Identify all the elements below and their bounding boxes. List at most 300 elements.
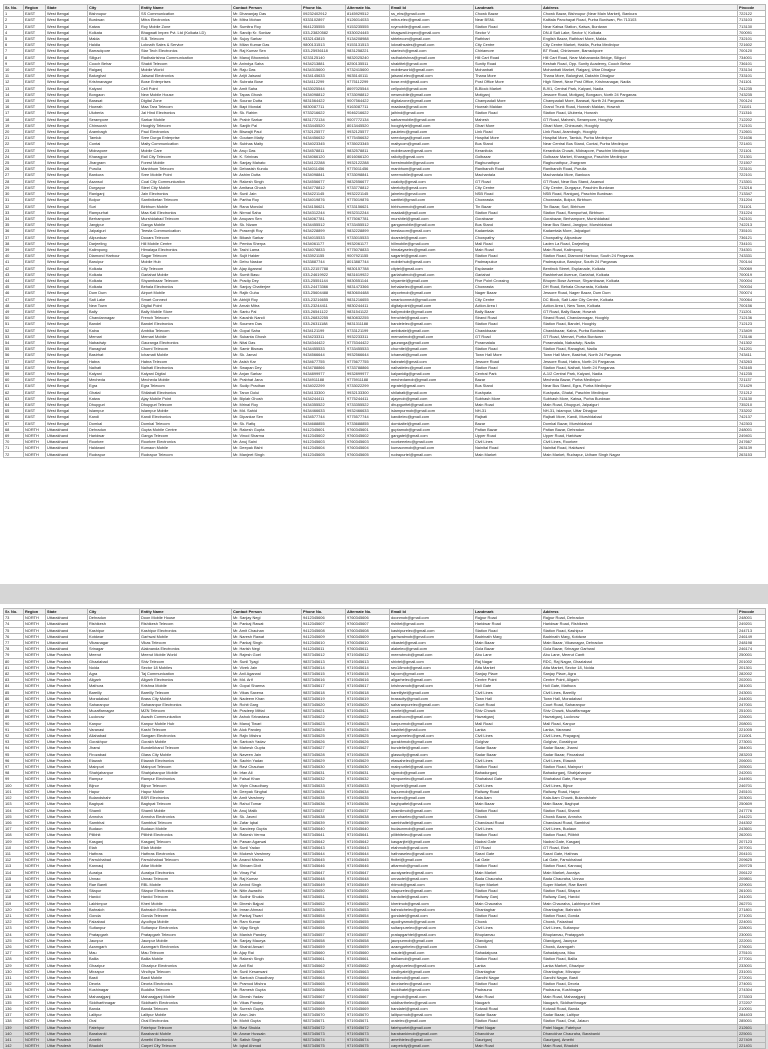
cell-email-id: murshitel@gmail.com bbox=[390, 215, 474, 221]
cell-pincode: 700069 bbox=[738, 265, 766, 271]
cell-city: Banda bbox=[88, 1006, 140, 1012]
cell-city: Kolkata bbox=[88, 277, 140, 283]
cell-entity-name: Jaunpur Mobile bbox=[140, 937, 232, 943]
cell-region: NORTH bbox=[24, 1012, 46, 1018]
cell-landmark: Badrinath Marg bbox=[474, 633, 542, 639]
cell-landmark: City Centre bbox=[474, 296, 542, 302]
cell-alternate-no: 9126014033 bbox=[346, 17, 390, 23]
cell-region: EAST bbox=[24, 370, 46, 376]
cell-region: NORTH bbox=[24, 832, 46, 838]
cell-email-id: bandelelec@gmail.com bbox=[390, 321, 474, 327]
cell-contact-person: Mr. Mukesh Varshney bbox=[232, 850, 302, 856]
cell-address: English Bazar, Rathbari More, Malda bbox=[542, 36, 738, 42]
cell-sr-no: 30 bbox=[4, 191, 24, 197]
cell-address: Haridwar Road, Rishikesh bbox=[542, 621, 738, 627]
cell-city: Krishnanagar bbox=[88, 79, 140, 85]
cell-alternate-no: 9007921155 bbox=[346, 253, 390, 259]
cell-pincode: 211001 bbox=[738, 733, 766, 739]
cell-address: Station Road, Pilibhit bbox=[542, 832, 738, 838]
cell-entity-name: Kalyani Digital bbox=[140, 370, 232, 376]
cell-landmark: Town Hall More bbox=[474, 352, 542, 358]
cell-city: Kotdwar bbox=[88, 633, 140, 639]
cell-entity-name: Manbhum Telecom bbox=[140, 166, 232, 172]
cell-contact-person: Mr. Raj Kumar Sen bbox=[232, 48, 302, 54]
cell-landmark: Atta Market bbox=[474, 664, 542, 670]
cell-phone-no: 033-25936118 bbox=[302, 48, 346, 54]
cell-address: Hospital More, Tamluk, Purba Medinipur bbox=[542, 135, 738, 141]
cell-phone-no: 9837345657 bbox=[302, 931, 346, 937]
cell-landmark: Esplanade bbox=[474, 265, 542, 271]
cell-email-id: vikastel@gmail.com bbox=[390, 640, 474, 646]
cell-phone-no: 9434899977 bbox=[302, 370, 346, 376]
cell-contact-person: Mr. Irfan Ali bbox=[232, 770, 302, 776]
cell-region: NORTH bbox=[24, 726, 46, 732]
cell-email-id: doonmob@gmail.com bbox=[390, 615, 474, 621]
cell-contact-person: Mr. Santu Pal bbox=[232, 308, 302, 314]
cell-city: Jhansi bbox=[88, 745, 140, 751]
cell-state: Uttar Pradesh bbox=[46, 999, 88, 1005]
cell-sr-no: 52 bbox=[4, 327, 24, 333]
cell-landmark: Gauriganj bbox=[474, 1037, 542, 1043]
cell-state: Uttar Pradesh bbox=[46, 714, 88, 720]
cell-entity-name: Paul Electronics bbox=[140, 129, 232, 135]
cell-pincode: 734101 bbox=[738, 240, 766, 246]
cell-sr-no: 110 bbox=[4, 844, 24, 850]
cell-state: Uttar Pradesh bbox=[46, 974, 88, 980]
cell-city: Mirzapur bbox=[88, 968, 140, 974]
cell-region: NORTH bbox=[24, 795, 46, 801]
cell-alternate-no: 9719345645 bbox=[346, 857, 390, 863]
cell-city: Kharagpur bbox=[88, 153, 140, 159]
cell-landmark: Civil Lines bbox=[474, 439, 542, 445]
cell-phone-no: 9837345638 bbox=[302, 813, 346, 819]
cell-address: Station Road, Bandel, Hooghly bbox=[542, 321, 738, 327]
cell-entity-name: Saharanpur Electronics bbox=[140, 702, 232, 708]
cell-state: West Bengal bbox=[46, 203, 88, 209]
cell-state: Uttarakhand bbox=[46, 433, 88, 439]
cell-state: West Bengal bbox=[46, 79, 88, 85]
cell-pincode: 285001 bbox=[738, 1018, 766, 1024]
cell-city: Hardoi bbox=[88, 894, 140, 900]
cell-region: EAST bbox=[24, 17, 46, 23]
cell-state: Uttar Pradesh bbox=[46, 1006, 88, 1012]
cell-contact-person: Mr. Dinesh Yadav bbox=[232, 993, 302, 999]
cell-state: Uttar Pradesh bbox=[46, 826, 88, 832]
cell-address: Gandhi Nagar, Basti bbox=[542, 974, 738, 980]
cell-region: NORTH bbox=[24, 733, 46, 739]
cell-entity-name: Kasganj Telecom bbox=[140, 838, 232, 844]
cell-sr-no: 22 bbox=[4, 141, 24, 147]
cell-address: Atta Market, Sector 18, Noida bbox=[542, 664, 738, 670]
cell-sr-no: 121 bbox=[4, 912, 24, 918]
cell-state: Uttar Pradesh bbox=[46, 1012, 88, 1018]
cell-pincode: 733101 bbox=[738, 73, 766, 79]
cell-landmark: Station Road bbox=[474, 23, 542, 29]
cell-address: Centre Point, Aligarh bbox=[542, 677, 738, 683]
cell-sr-no: 55 bbox=[4, 346, 24, 352]
cell-pincode: 722101 bbox=[738, 172, 766, 178]
cell-city: Domkal bbox=[88, 420, 140, 426]
cell-state: Uttar Pradesh bbox=[46, 937, 88, 943]
cell-address: Keranitola Chowk, Midnapore, Paschim Medinipur bbox=[542, 147, 738, 153]
cell-landmark: Howrah Maidan bbox=[474, 104, 542, 110]
cell-entity-name: Digital Point bbox=[140, 302, 232, 308]
cell-email-id: bareillytel@gmail.com bbox=[390, 689, 474, 695]
cell-pincode: 203001 bbox=[738, 795, 766, 801]
cell-address: Main Market, Rudrapur, Udham Singh Nagar bbox=[542, 451, 738, 457]
cell-alternate-no: 9163087711 bbox=[346, 104, 390, 110]
cell-address: Station Road, Naihati, North 24 Parganas bbox=[542, 364, 738, 370]
cell-pincode: 713130 bbox=[738, 23, 766, 29]
cell-city: Kalimpong bbox=[88, 246, 140, 252]
cell-landmark: Kadamtala bbox=[474, 228, 542, 234]
cell-region: NORTH bbox=[24, 739, 46, 745]
cell-city: Bijnor bbox=[88, 782, 140, 788]
cell-contact-person: Mr. Sunil Kesarwani bbox=[232, 968, 302, 974]
cell-phone-no: 9837345670 bbox=[302, 1012, 346, 1018]
cell-state: West Bengal bbox=[46, 184, 88, 190]
cell-address: Main Road, Dhupguri, Jalpaiguri bbox=[542, 402, 738, 408]
cell-region: NORTH bbox=[24, 1043, 46, 1049]
cell-city: Unnao bbox=[88, 875, 140, 881]
cell-contact-person: Mr. Rakesh Gupta bbox=[232, 426, 302, 432]
cell-landmark: Civil Lines bbox=[474, 757, 542, 763]
cell-sr-no: 47 bbox=[4, 296, 24, 302]
cell-landmark: Strand Road bbox=[474, 315, 542, 321]
cell-pincode: 700004 bbox=[738, 277, 766, 283]
cell-sr-no: 41 bbox=[4, 259, 24, 265]
cell-region: EAST bbox=[24, 228, 46, 234]
cell-region: EAST bbox=[24, 135, 46, 141]
cell-landmark: Station Road bbox=[474, 209, 542, 215]
cell-phone-no: 9837345628 bbox=[302, 751, 346, 757]
cell-landmark: Central Park bbox=[474, 370, 542, 376]
cell-state: West Bengal bbox=[46, 277, 88, 283]
cell-entity-name: Shilabati Electronics bbox=[140, 389, 232, 395]
cell-sr-no: 130 bbox=[4, 968, 24, 974]
cell-landmark: Main Market bbox=[474, 869, 542, 875]
cell-alternate-no: 9775112299 bbox=[346, 79, 390, 85]
cell-address: Civil Lines, Bijnor bbox=[542, 782, 738, 788]
cell-state: Uttar Pradesh bbox=[46, 894, 88, 900]
cell-entity-name: Shiv Telecom bbox=[140, 658, 232, 664]
cell-address: Ghari More, Chinsurah, Hooghly bbox=[542, 122, 738, 128]
cell-contact-person: Mr. Sunil Tyagi bbox=[232, 658, 302, 664]
cell-state: West Bengal bbox=[46, 73, 88, 79]
cell-contact-person: Mr. Faisal Khan bbox=[232, 776, 302, 782]
cell-entity-name: Sree Durga Enterprise bbox=[140, 135, 232, 141]
cell-entity-name: Krishna Mobile bbox=[140, 683, 232, 689]
cell-pincode: 700144 bbox=[738, 259, 766, 265]
cell-sr-no: 68 bbox=[4, 426, 24, 432]
column-header-phone-no: Phone No. bbox=[302, 5, 346, 11]
cell-entity-name: City Telecom bbox=[140, 265, 232, 271]
cell-email-id: roorkeeelec@gmail.com bbox=[390, 439, 474, 445]
cell-entity-name: Meerut Mobile World bbox=[140, 652, 232, 658]
cell-pincode: 271801 bbox=[738, 906, 766, 912]
cell-city: Basirhat bbox=[88, 352, 140, 358]
cell-entity-name: Behala Electronics bbox=[140, 284, 232, 290]
cell-region: NORTH bbox=[24, 807, 46, 813]
cell-state: West Bengal bbox=[46, 271, 88, 277]
cell-city: Chandannagar bbox=[88, 315, 140, 321]
cell-city: Midnapore bbox=[88, 147, 140, 153]
cell-alternate-no: 9760345610 bbox=[346, 640, 390, 646]
cell-email-id: guptamob@gmail.com bbox=[390, 426, 474, 432]
cell-entity-name: Bandel Electronics bbox=[140, 321, 232, 327]
cell-state: Uttar Pradesh bbox=[46, 801, 88, 807]
cell-city: Siddharthnagar bbox=[88, 999, 140, 1005]
cell-sr-no: 141 bbox=[4, 1037, 24, 1043]
cell-contact-person: Mr. Anil Agarwal bbox=[232, 671, 302, 677]
cell-email-id: kalyanidig@gmail.com bbox=[390, 370, 474, 376]
cell-city: Etah bbox=[88, 844, 140, 850]
cell-phone-no: 9433887744 bbox=[302, 259, 346, 265]
cell-state: Uttar Pradesh bbox=[46, 993, 88, 999]
cell-address: Grand Trunk Road, Howrah Maidan, Howrah bbox=[542, 104, 738, 110]
cell-alternate-no: 9775067781 bbox=[346, 215, 390, 221]
cell-address: Civil Lines, Sultanpur bbox=[542, 925, 738, 931]
cell-entity-name: Mau Telecom bbox=[140, 950, 232, 956]
cell-phone-no: 9434577744 bbox=[302, 414, 346, 420]
cell-state: Uttar Pradesh bbox=[46, 782, 88, 788]
cell-entity-name: Ganga Telecom bbox=[140, 433, 232, 439]
cell-email-id: siddharthelec@gmail.com bbox=[390, 999, 474, 1005]
cell-state: West Bengal bbox=[46, 408, 88, 414]
cell-contact-person: Mr. Mitra Mohan bbox=[232, 17, 302, 23]
cell-contact-person: Mr. Anindya Saha bbox=[232, 60, 302, 66]
cell-region: NORTH bbox=[24, 987, 46, 993]
cell-entity-name: Birbhum Mobile bbox=[140, 203, 232, 209]
cell-phone-no: 9412345604 bbox=[302, 445, 346, 451]
cell-pincode: 736121 bbox=[738, 234, 766, 240]
cell-city: Chinsurah bbox=[88, 122, 140, 128]
cell-sr-no: 64 bbox=[4, 402, 24, 408]
cell-city: Baruipur bbox=[88, 259, 140, 265]
cell-state: Uttarakhand bbox=[46, 426, 88, 432]
cell-contact-person: Mr. Rakesh Verma bbox=[232, 832, 302, 838]
cell-entity-name: Gupta Mobile Centre bbox=[140, 426, 232, 432]
cell-sr-no: 71 bbox=[4, 445, 24, 451]
cell-email-id: dhupguritel@gmail.com bbox=[390, 402, 474, 408]
cell-city: Rae Bareli bbox=[88, 881, 140, 887]
cell-pincode: 713216 bbox=[738, 184, 766, 190]
cell-region: NORTH bbox=[24, 658, 46, 664]
cell-entity-name: Kandi Electronics bbox=[140, 414, 232, 420]
cell-region: NORTH bbox=[24, 919, 46, 925]
cell-state: Uttar Pradesh bbox=[46, 776, 88, 782]
cell-address: Abu Lane, Meerut Cantt bbox=[542, 652, 738, 658]
cell-email-id: sitapurelec@gmail.com bbox=[390, 888, 474, 894]
cell-landmark: Gandhi Nagar bbox=[474, 974, 542, 980]
cell-entity-name: Bijnor Telecom bbox=[140, 782, 232, 788]
cell-email-id: vindhyatel@gmail.com bbox=[390, 968, 474, 974]
cell-phone-no: 9434778812 bbox=[302, 184, 346, 190]
cell-region: NORTH bbox=[24, 426, 46, 432]
cell-sr-no: 125 bbox=[4, 937, 24, 943]
cell-alternate-no: 8013887744 bbox=[346, 259, 390, 265]
cell-region: NORTH bbox=[24, 888, 46, 894]
cell-phone-no: 9412345603 bbox=[302, 439, 346, 445]
cell-state: Uttar Pradesh bbox=[46, 658, 88, 664]
cell-address: Domkal Bazar, Murshidabad bbox=[542, 420, 738, 426]
cell-address: GT Road, Bally Bazar, Howrah bbox=[542, 308, 738, 314]
cell-email-id: loknathsales@gmail.com bbox=[390, 42, 474, 48]
cell-phone-no: 9433025544 bbox=[302, 85, 346, 91]
cell-entity-name: Brass City Mobile bbox=[140, 695, 232, 701]
cell-alternate-no: 9760345609 bbox=[346, 633, 390, 639]
cell-contact-person: Mr. Amit Varshney bbox=[232, 795, 302, 801]
cell-pincode: 722122 bbox=[738, 11, 766, 17]
cell-region: EAST bbox=[24, 197, 46, 203]
cell-alternate-no: 9932125577 bbox=[346, 129, 390, 135]
cell-alternate-no: 9719345646 bbox=[346, 863, 390, 869]
cell-entity-name: Baghpat Telecom bbox=[140, 801, 232, 807]
cell-landmark: Sadar Bazar bbox=[474, 1012, 542, 1018]
cell-phone-no: 033-23820582 bbox=[302, 29, 346, 35]
cell-contact-person: Mr. Biplab Ghosh bbox=[232, 395, 302, 401]
cell-contact-person: Mr. Sumitra Roy bbox=[232, 23, 302, 29]
cell-city: Dum Dum bbox=[88, 290, 140, 296]
cell-email-id: barabankimob@gmail.com bbox=[390, 1030, 474, 1036]
cell-email-id: gondatel@gmail.com bbox=[390, 912, 474, 918]
cell-pincode: 210001 bbox=[738, 1006, 766, 1012]
cell-landmark: Ghantaghar bbox=[474, 906, 542, 912]
cell-state: West Bengal bbox=[46, 60, 88, 66]
cell-contact-person: Mr. Manjeet Singh bbox=[232, 451, 302, 457]
cell-sr-no: 94 bbox=[4, 745, 24, 751]
cell-state: West Bengal bbox=[46, 308, 88, 314]
cell-contact-person: Mr. Ramesh Gupta bbox=[232, 987, 302, 993]
cell-email-id: aligarhelec@gmail.com bbox=[390, 677, 474, 683]
cell-region: EAST bbox=[24, 60, 46, 66]
cell-region: NORTH bbox=[24, 646, 46, 652]
cell-alternate-no: 9635140111 bbox=[346, 73, 390, 79]
cell-region: EAST bbox=[24, 104, 46, 110]
cell-email-id: roymobile@gmail.com bbox=[390, 23, 474, 29]
cell-entity-name: Kheri Mobile bbox=[140, 900, 232, 906]
cell-state: West Bengal bbox=[46, 228, 88, 234]
cell-entity-name: Kashi Telecom bbox=[140, 726, 232, 732]
cell-alternate-no: 9733098812 bbox=[346, 91, 390, 97]
cell-alternate-no: 9733156621 bbox=[346, 203, 390, 209]
cell-email-id: unnaotel@gmail.com bbox=[390, 875, 474, 881]
cell-contact-person: Mr. Iqbal Ahmad bbox=[232, 1043, 302, 1049]
cell-landmark: Shiv Chowk bbox=[474, 708, 542, 714]
cell-contact-person: Mr. Pemba Sherpa bbox=[232, 240, 302, 246]
cell-city: Habra bbox=[88, 358, 140, 364]
cell-pincode: 721507 bbox=[738, 160, 766, 166]
cell-address: Olandganj, Jaunpur bbox=[542, 937, 738, 943]
cell-pincode: 732101 bbox=[738, 36, 766, 42]
cell-phone-no: 9434911188 bbox=[302, 377, 346, 383]
cell-pincode: 734001 bbox=[738, 54, 766, 60]
cell-state: West Bengal bbox=[46, 315, 88, 321]
cell-alternate-no: 9832025240 bbox=[346, 54, 390, 60]
cell-contact-person: Mr. Ashok Srivastava bbox=[232, 714, 302, 720]
cell-phone-no: 9434455533 bbox=[302, 346, 346, 352]
cell-city: Kushinagar bbox=[88, 987, 140, 993]
cell-pincode: 742101 bbox=[738, 215, 766, 221]
cell-alternate-no: 9830157788 bbox=[346, 265, 390, 271]
cell-phone-no: 9830087711 bbox=[302, 104, 346, 110]
cell-entity-name: Ambika Telecom bbox=[140, 327, 232, 333]
cell-entity-name: Sagar Telecom bbox=[140, 253, 232, 259]
cell-contact-person: Mr. Sanjib Pal bbox=[232, 122, 302, 128]
cell-phone-no: 9434022299 bbox=[302, 383, 346, 389]
cell-landmark: Shahabad Gate bbox=[474, 776, 542, 782]
cell-entity-name: Taj Communication bbox=[140, 671, 232, 677]
cell-pincode: 209725 bbox=[738, 863, 766, 869]
cell-alternate-no: 9719345615 bbox=[346, 671, 390, 677]
cell-alternate-no: 9830551144 bbox=[346, 277, 390, 283]
cell-state: West Bengal bbox=[46, 246, 88, 252]
cell-landmark: Dhanokhar bbox=[474, 1030, 542, 1036]
cell-pincode: 721401 bbox=[738, 141, 766, 147]
cell-phone-no: 9837345633 bbox=[302, 782, 346, 788]
cell-alternate-no: 9719345628 bbox=[346, 751, 390, 757]
cell-alternate-no: 9719345668 bbox=[346, 999, 390, 1005]
cell-state: West Bengal bbox=[46, 389, 88, 395]
cell-alternate-no: 9932566644 bbox=[346, 352, 390, 358]
cell-alternate-no: 9719345627 bbox=[346, 745, 390, 751]
cell-phone-no: 9837345643 bbox=[302, 844, 346, 850]
cell-phone-no: 9434466633 bbox=[302, 408, 346, 414]
cell-alternate-no: 9932133300 bbox=[346, 389, 390, 395]
cell-address: Padrauna, Kushinagar bbox=[542, 987, 738, 993]
cell-entity-name: Aligarh Electronics bbox=[140, 677, 232, 683]
cell-entity-name: Rail City Telecom bbox=[140, 153, 232, 159]
cell-alternate-no: 9719345633 bbox=[346, 782, 390, 788]
cell-address: Bada Chauraha, Unnao bbox=[542, 875, 738, 881]
cell-sr-no: 90 bbox=[4, 720, 24, 726]
cell-region: NORTH bbox=[24, 677, 46, 683]
cell-sr-no: 65 bbox=[4, 408, 24, 414]
cell-sr-no: 56 bbox=[4, 352, 24, 358]
cell-contact-person: Mr. Sk. Rafiq bbox=[232, 420, 302, 426]
cell-entity-name: Bundelkhand Telecom bbox=[140, 745, 232, 751]
cell-sr-no: 9 bbox=[4, 60, 24, 66]
cell-phone-no: 9837345664 bbox=[302, 974, 346, 980]
cell-contact-person: Mr. Arup Das bbox=[232, 147, 302, 153]
cell-entity-name: Star Tech Electronics bbox=[140, 48, 232, 54]
cell-landmark: Near BSNL bbox=[474, 17, 542, 23]
cell-sr-no: 85 bbox=[4, 689, 24, 695]
cell-sr-no: 76 bbox=[4, 633, 24, 639]
cell-phone-no: 9837345675 bbox=[302, 1043, 346, 1049]
cell-landmark: Sunity Road bbox=[474, 60, 542, 66]
cell-email-id: bijnortel@gmail.com bbox=[390, 782, 474, 788]
cell-address: Near Central Bus Stand, Contai, Purba Medinipur bbox=[542, 141, 738, 147]
cell-entity-name: Sarkar Mobile bbox=[140, 116, 232, 122]
cell-sr-no: 133 bbox=[4, 987, 24, 993]
cell-sr-no: 97 bbox=[4, 764, 24, 770]
cell-sr-no: 89 bbox=[4, 714, 24, 720]
cell-state: Uttar Pradesh bbox=[46, 900, 88, 906]
cell-landmark: Centre Point bbox=[474, 677, 542, 683]
cell-landmark: Main Road bbox=[474, 246, 542, 252]
cell-contact-person: Mr. Sachin Yadav bbox=[232, 757, 302, 763]
cell-city: Bishnupur bbox=[88, 11, 140, 17]
cell-contact-person: Mr. Vikas Saxena bbox=[232, 689, 302, 695]
cell-region: EAST bbox=[24, 54, 46, 60]
cell-entity-name: Churni Telecom bbox=[140, 346, 232, 352]
cell-state: West Bengal bbox=[46, 321, 88, 327]
cell-entity-name: Awadh Communication bbox=[140, 714, 232, 720]
cell-landmark: Machantala bbox=[474, 172, 542, 178]
cell-address: Station Road, Ballia bbox=[542, 956, 738, 962]
cell-contact-person: Mr. Arvind Singh bbox=[232, 881, 302, 887]
